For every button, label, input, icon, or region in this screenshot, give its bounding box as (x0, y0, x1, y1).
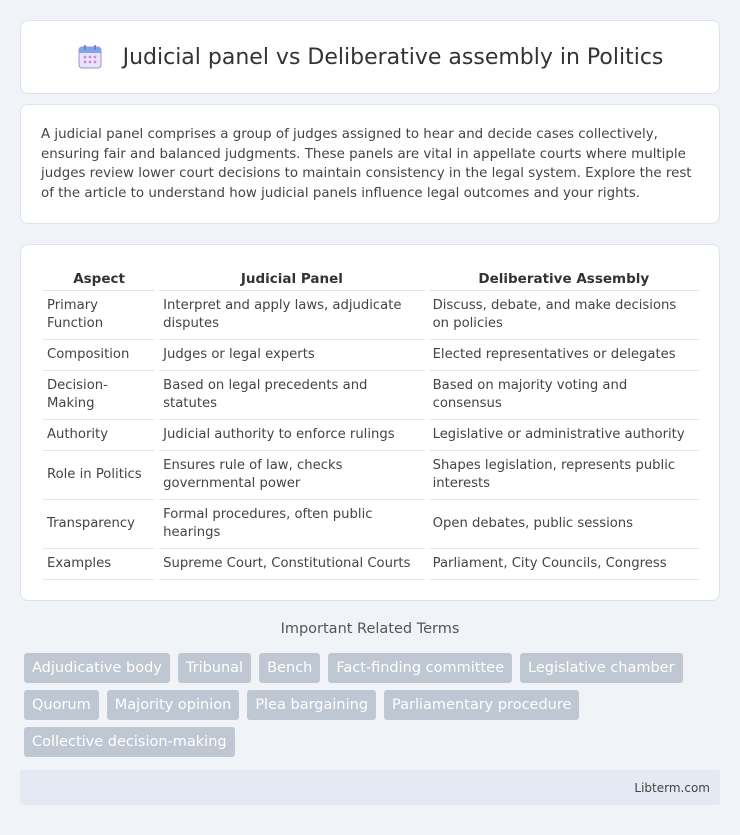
footer-site-name[interactable]: Libterm.com (634, 780, 710, 795)
tag-quorum[interactable]: Quorum (24, 690, 99, 720)
page-title: Judicial panel vs Deliberative assembly in Politics (122, 44, 664, 70)
column-header-aspect: Aspect (43, 265, 155, 291)
table-cell: Parliament, City Councils, Congress (429, 549, 699, 580)
intro-card (20, 104, 720, 224)
table-cell: Supreme Court, Constitutional Courts (159, 549, 424, 580)
table-row (43, 549, 699, 580)
table-cell: Judicial authority to enforce rulings (159, 420, 424, 451)
table-cell: Composition (43, 340, 155, 371)
tag-plea-bargaining[interactable]: Plea bargaining (247, 690, 376, 720)
table-row (43, 340, 699, 371)
table-cell: Legislative or administrative authority (429, 420, 699, 451)
table-cell: Primary Function (43, 291, 155, 340)
table-cell: Ensures rule of law, checks governmental power (159, 451, 424, 500)
tag-fact-finding-committee[interactable]: Fact-finding committee (328, 653, 512, 683)
table-cell: Discuss, debate, and make decisions on policies (429, 291, 699, 340)
table-cell: Examples (43, 549, 155, 580)
tag-bench[interactable]: Bench (259, 653, 320, 683)
calendar-icon (77, 44, 103, 70)
tag-adjudicative-body[interactable]: Adjudicative body (24, 653, 170, 683)
table-cell: Decision-Making (43, 371, 155, 420)
table-cell: Shapes legislation, represents public interests (429, 451, 699, 500)
table-header-row (43, 265, 699, 291)
column-header-judicial-panel: Judicial Panel (159, 265, 424, 291)
tag-majority-opinion[interactable]: Majority opinion (107, 690, 240, 720)
tag-tribunal[interactable]: Tribunal (178, 653, 251, 683)
table-cell: Based on majority voting and consensus (429, 371, 699, 420)
table-row (43, 291, 699, 340)
table-cell: Role in Politics (43, 451, 155, 500)
footer (20, 770, 720, 805)
table-cell: Elected representatives or delegates (429, 340, 699, 371)
intro-paragraph: A judicial panel comprises a group of judges assigned to hear and decide cases collectively, ensuring fair and balanced judgments. These panels are vital in appellate courts where multiple judges review lower court decisions to maintain consistency in the legal system. Explore the rest of the article to understand how judicial panels influence legal outcomes and your rights. (41, 127, 692, 201)
header-card (20, 20, 720, 94)
table-cell: Based on legal precedents and statutes (159, 371, 424, 420)
related-terms-title: Important Related Terms (280, 621, 460, 637)
related-terms-tags (24, 653, 704, 757)
table-cell: Open debates, public sessions (429, 500, 699, 549)
table-cell: Transparency (43, 500, 155, 549)
tag-legislative-chamber[interactable]: Legislative chamber (520, 653, 683, 683)
table-cell: Formal procedures, often public hearings (159, 500, 424, 549)
column-header-deliberative-assembly: Deliberative Assembly (429, 265, 699, 291)
table-row (43, 451, 699, 500)
table-row (43, 371, 699, 420)
table-cell: Judges or legal experts (159, 340, 424, 371)
table-row (43, 420, 699, 451)
table-row (43, 500, 699, 549)
table-cell: Authority (43, 420, 155, 451)
tag-collective-decision-making[interactable]: Collective decision-making (24, 727, 235, 757)
comparison-table (39, 265, 703, 580)
table-cell: Interpret and apply laws, adjudicate disputes (159, 291, 424, 340)
comparison-table-card (20, 244, 720, 601)
tag-parliamentary-procedure[interactable]: Parliamentary procedure (384, 690, 579, 720)
